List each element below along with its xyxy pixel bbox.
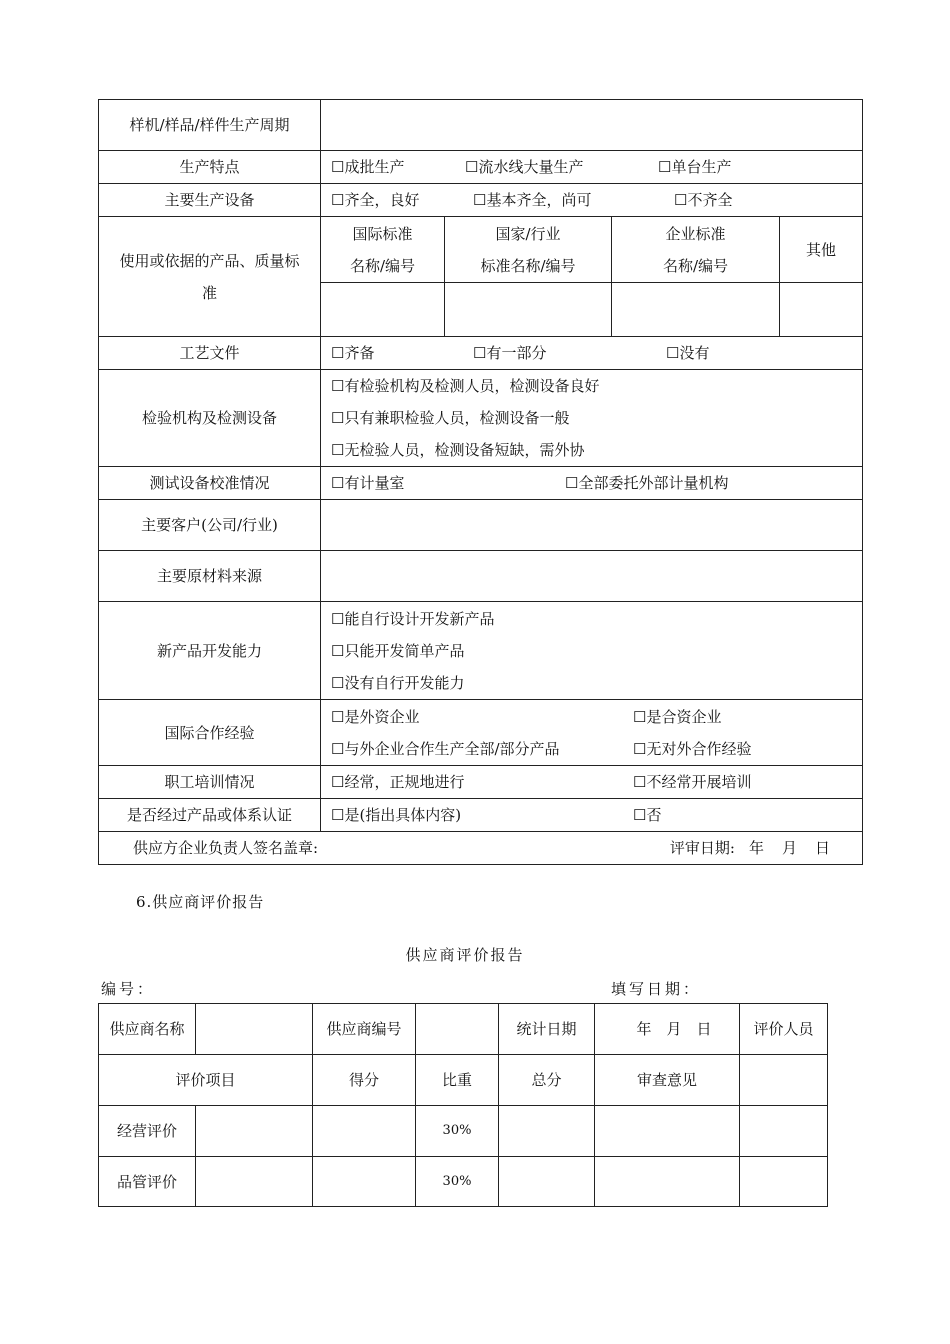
supplier-name-value[interactable] xyxy=(196,1004,313,1055)
checkbox-regular-training[interactable]: ☐ 经常，正规地进行 xyxy=(331,773,633,791)
review-month: 月 xyxy=(781,839,797,857)
checkbox-inspection-parttime[interactable]: ☐ 只有兼职检验人员，检测设备一般 xyxy=(331,402,862,434)
checkbox-single-unit[interactable]: ☐ 单台生产 xyxy=(658,158,731,176)
row-score-business[interactable] xyxy=(313,1106,416,1157)
row-opinion-business[interactable] xyxy=(595,1106,740,1157)
inspection-options xyxy=(321,370,863,467)
checkbox-docs-none[interactable]: ☐ 没有 xyxy=(666,344,709,362)
inspection-label: 检验机构及检测设备 xyxy=(99,370,321,467)
equipment-options xyxy=(321,184,863,217)
checkbox-incomplete[interactable]: ☐ 不齐全 xyxy=(674,191,732,209)
checkbox-no-cooperation[interactable]: ☐ 无对外合作经验 xyxy=(633,733,862,765)
customers-value[interactable] xyxy=(321,500,863,551)
col-header-opinion: 审查意见 xyxy=(595,1055,740,1106)
row-total-quality[interactable] xyxy=(499,1157,595,1207)
calibration-label: 测试设备校准情况 xyxy=(99,467,321,500)
checkbox-foreign-owned[interactable]: ☐ 是外资企业 xyxy=(331,701,633,733)
calibration-options xyxy=(321,467,863,500)
checkbox-certified-yes[interactable]: ☐ 是(指出具体内容) xyxy=(331,806,633,824)
section-heading: 6.供应商评价报告 xyxy=(136,893,265,911)
review-date-label: 评审日期: xyxy=(669,839,735,857)
intl-cooperation-label: 国际合作经验 xyxy=(99,700,321,766)
sample-cycle-value[interactable] xyxy=(321,100,863,151)
materials-value[interactable] xyxy=(321,551,863,602)
production-label: 生产特点 xyxy=(99,151,321,184)
col-header-total: 总分 xyxy=(499,1055,595,1106)
signature-row xyxy=(99,832,863,865)
signature-label: 供应方企业负责人签名盖章: xyxy=(133,839,319,857)
supplier-survey-table xyxy=(98,99,863,865)
national-standard-header: 国家/行业 标准名称/编号 xyxy=(445,217,612,283)
training-label: 职工培训情况 xyxy=(99,766,321,799)
checkbox-batch[interactable]: ☐ 成批生产 xyxy=(331,158,465,176)
row-item-business: 经营评价 xyxy=(99,1106,196,1157)
row-extra-business[interactable] xyxy=(740,1106,828,1157)
row-item-quality: 品管评价 xyxy=(99,1157,196,1207)
supplier-no-label: 供应商编号 xyxy=(313,1004,416,1055)
enterprise-standard-value[interactable] xyxy=(612,283,780,337)
national-standard-value[interactable] xyxy=(445,283,612,337)
col-header-item: 评价项目 xyxy=(99,1055,313,1106)
row-total-business[interactable] xyxy=(499,1106,595,1157)
supplier-name-label: 供应商名称 xyxy=(99,1004,196,1055)
stat-date-value[interactable]: 年 月 日 xyxy=(595,1004,740,1055)
row-sub-business[interactable] xyxy=(196,1106,313,1157)
customers-label: 主要客户(公司/行业) xyxy=(99,500,321,551)
evaluator-label: 评价人员 xyxy=(740,1004,828,1055)
review-year: 年 xyxy=(748,839,764,857)
col-header-weight: 比重 xyxy=(416,1055,499,1106)
checkbox-certified-no[interactable]: ☐ 否 xyxy=(633,806,661,824)
stat-date-label: 统计日期 xyxy=(499,1004,595,1055)
production-options xyxy=(321,151,863,184)
checkbox-inspection-none[interactable]: ☐ 无检验人员，检测设备短缺，需外协 xyxy=(331,434,862,466)
supplier-no-value[interactable] xyxy=(416,1004,499,1055)
new-product-options xyxy=(321,602,863,700)
checkbox-no-development[interactable]: ☐ 没有自行开发能力 xyxy=(331,667,862,699)
enterprise-standard-header: 企业标准 名称/编号 xyxy=(612,217,780,283)
materials-label: 主要原材料来源 xyxy=(99,551,321,602)
standards-label: 使用或依据的产品、质量标准 xyxy=(99,217,321,337)
checkbox-external-metrology[interactable]: ☐ 全部委托外部计量机构 xyxy=(565,474,728,492)
process-docs-label: 工艺文件 xyxy=(99,337,321,370)
row-score-quality[interactable] xyxy=(313,1157,416,1207)
row-weight-quality: 30% xyxy=(416,1157,499,1207)
row-sub-quality[interactable] xyxy=(196,1157,313,1207)
report-number-label: 编号： xyxy=(101,980,156,998)
other-standard-header: 其他 xyxy=(780,217,863,283)
col-header-score: 得分 xyxy=(313,1055,416,1106)
intl-standard-value[interactable] xyxy=(321,283,445,337)
table-row xyxy=(99,1157,828,1207)
col-header-blank xyxy=(740,1055,828,1106)
process-docs-options xyxy=(321,337,863,370)
other-standard-value[interactable] xyxy=(780,283,863,337)
report-title: 供应商评价报告 xyxy=(405,946,525,964)
row-weight-business: 30% xyxy=(416,1106,499,1157)
checkbox-metrology-room[interactable]: ☐ 有计量室 xyxy=(331,474,565,492)
checkbox-inspection-good[interactable]: ☐ 有检验机构及检测人员，检测设备良好 xyxy=(331,370,862,402)
checkbox-simple-only[interactable]: ☐ 只能开发简单产品 xyxy=(331,635,862,667)
certification-label: 是否经过产品或体系认证 xyxy=(99,799,321,832)
new-product-label: 新产品开发能力 xyxy=(99,602,321,700)
supplier-evaluation-table xyxy=(98,1003,828,1207)
training-options xyxy=(321,766,863,799)
intl-cooperation-options xyxy=(321,700,863,766)
checkbox-assembly-line[interactable]: ☐ 流水线大量生产 xyxy=(465,158,658,176)
row-opinion-quality[interactable] xyxy=(595,1157,740,1207)
checkbox-cooperation-production[interactable]: ☐ 与外企业合作生产全部/部分产品 xyxy=(331,733,633,765)
checkbox-joint-venture[interactable]: ☐ 是合资企业 xyxy=(633,701,862,733)
intl-standard-header: 国际标准 名称/编号 xyxy=(321,217,445,283)
certification-options xyxy=(321,799,863,832)
review-day: 日 xyxy=(814,839,830,857)
table-row xyxy=(99,1106,828,1157)
fill-date-label: 填写日期： xyxy=(611,980,702,998)
equipment-label: 主要生产设备 xyxy=(99,184,321,217)
checkbox-basically-complete[interactable]: ☐ 基本齐全，尚可 xyxy=(473,191,674,209)
checkbox-docs-partial[interactable]: ☐ 有一部分 xyxy=(473,344,666,362)
checkbox-irregular-training[interactable]: ☐ 不经常开展培训 xyxy=(633,773,751,791)
checkbox-self-design[interactable]: ☐ 能自行设计开发新产品 xyxy=(331,603,862,635)
sample-cycle-label: 样机/样品/样件生产周期 xyxy=(99,100,321,151)
checkbox-docs-complete[interactable]: ☐ 齐备 xyxy=(331,344,473,362)
checkbox-complete-good[interactable]: ☐ 齐全，良好 xyxy=(331,191,473,209)
row-extra-quality[interactable] xyxy=(740,1157,828,1207)
